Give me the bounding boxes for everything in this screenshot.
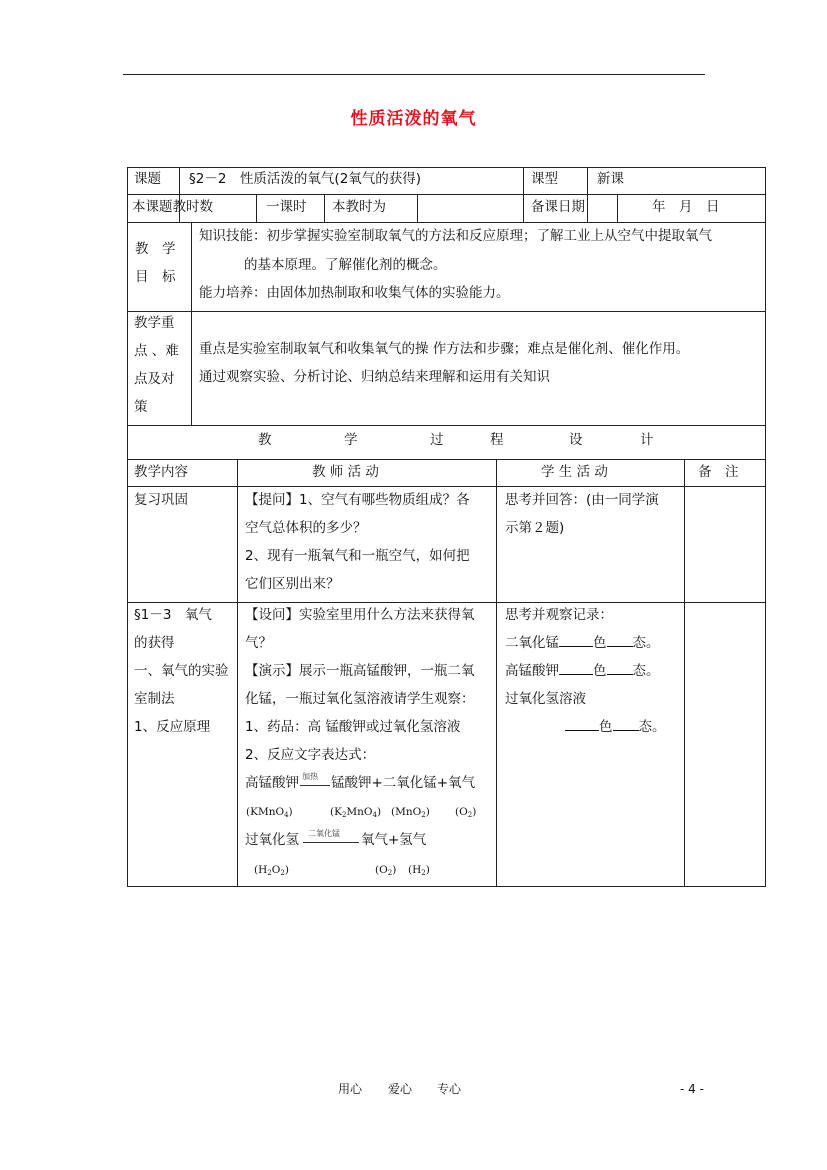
oxygen-teacher-line: 气？ — [245, 635, 272, 651]
eq2-reactant: 过氧化氢 — [245, 832, 299, 848]
footer-motto: 用心 — [338, 1082, 363, 1096]
eq2-arrow — [303, 842, 359, 843]
eq2-formula: $(O_2)$ — [375, 864, 397, 877]
keypoints-text: 通过观察实验、分析讨论、归纳总结来理解和运用有关知识 — [199, 369, 550, 385]
process-header: 计 — [640, 432, 654, 448]
eq2-condition: 二氧化锰 — [308, 829, 340, 838]
document-title: 性质活泼的氧气 — [350, 109, 477, 129]
table-rule — [127, 167, 128, 887]
table-rule — [191, 222, 192, 426]
eq1-formula: (KMnO$_4$) — [246, 806, 293, 819]
eq2-products: 氧气+氢气 — [361, 832, 427, 848]
header-rule — [123, 74, 705, 75]
table-rule — [765, 167, 766, 887]
keypoints-label: 点 、难 — [134, 343, 179, 359]
table-rule — [417, 194, 418, 223]
review-student-line: 示第２题) — [505, 520, 565, 536]
oxygen-content-line: 的获得 — [134, 635, 175, 651]
table-rule — [523, 167, 524, 223]
keypoints-label: 教学重 — [134, 315, 175, 331]
table-rule — [587, 167, 588, 223]
eq1-condition: 加热 — [302, 772, 318, 781]
total-hours-value: 一课时 — [266, 199, 307, 215]
keypoints-label: 点及对 — [134, 371, 175, 387]
review-content: 复习巩固 — [134, 492, 188, 508]
table-rule — [127, 425, 766, 426]
this-hour-label: 本教时为 — [332, 199, 386, 215]
oxygen-content-line: 室制法 — [134, 691, 175, 707]
prep-date-label: 备课日期 — [531, 199, 585, 215]
observation-line: 色 态。 — [565, 718, 666, 736]
review-student-line: 思考并回答：(由一同学演 — [505, 492, 659, 508]
observation-line: 高锰酸钾 色 态。 — [505, 663, 660, 679]
oxygen-teacher-line: 1、药品：高 锰酸钾或过氧化氢溶液 — [245, 719, 461, 735]
oxygen-teacher-line: 化锰，一瓶过氧化氢溶液请学生观察： — [245, 691, 475, 707]
table-rule — [256, 194, 257, 223]
review-teacher-line: 空气总体积的多少？ — [245, 520, 367, 536]
keypoints-label: 策 — [134, 399, 148, 415]
observation-line: 二氧化锰 色 态。 — [505, 635, 660, 651]
prep-date-value: 年 月 日 — [652, 199, 720, 215]
page-number: - 4 - — [680, 1082, 704, 1096]
footer-motto: 爱心 — [388, 1082, 413, 1096]
keypoints-text: 重点是实验室制取氧气和收集氧气的操 作方法和步骤；难点是催化剂、催化作用。 — [199, 341, 690, 357]
process-header: 教 — [258, 432, 272, 448]
table-rule — [127, 602, 766, 603]
eq1-formula: $(O_2)$ — [455, 806, 477, 819]
eq1-formula: $(K_2MnO_4)$ — [330, 806, 382, 819]
review-teacher-line: 【提问】1、空气有哪些物质组成？各 — [245, 492, 470, 508]
table-rule — [617, 194, 618, 223]
oxygen-content-line: §1－3 氧气 — [134, 607, 212, 623]
review-teacher-line: 2、现有一瓶氧气和一瓶空气，如何把 — [245, 548, 470, 564]
oxygen-teacher-line: 【设问】实验室里用什么方法来获得氧 — [245, 607, 475, 623]
column-note: 备 注 — [698, 464, 739, 480]
table-rule — [127, 222, 766, 223]
goals-label: 目 标 — [135, 269, 176, 285]
oxygen-content-line: 一、氧气的实验 — [134, 663, 229, 679]
eq1-formula: (MnO$_2$) — [391, 806, 430, 819]
goals-knowledge: 的基本原理。了解催化剂的概念。 — [244, 257, 447, 273]
topic-label: 课题 — [134, 171, 161, 187]
review-teacher-line: 它们区别出来？ — [245, 576, 340, 592]
table-rule — [237, 459, 238, 887]
eq1-reactant: 高锰酸钾 — [245, 775, 299, 791]
table-rule — [684, 459, 685, 887]
goals-label: 教 学 — [135, 241, 176, 257]
oxygen-content-line: 1、反应原理 — [134, 719, 211, 735]
table-rule — [127, 459, 766, 460]
table-rule — [127, 167, 766, 168]
eq2-formula: $(H_2)$ — [408, 864, 430, 877]
process-header: 程 — [490, 432, 504, 448]
eq1-arrow — [300, 785, 330, 786]
total-hours-label: 本课题教时数 — [132, 199, 213, 215]
process-header: 过 — [430, 432, 444, 448]
goals-knowledge: 知识技能：初步掌握实验室制取氧气的方法和反应原理；了解工业上从空气中提取氧气 — [199, 228, 712, 244]
column-teacher: 教 师 活 动 — [312, 464, 379, 480]
table-rule — [324, 194, 325, 223]
goals-ability: 能力培养：由固体加热制取和收集气体的实验能力。 — [199, 285, 510, 301]
column-student: 学 生 活 动 — [541, 464, 608, 480]
topic-value: §2－2 性质活泼的氧气(2氧气的获得) — [189, 171, 422, 187]
table-rule — [127, 311, 766, 312]
footer-motto: 专心 — [437, 1082, 462, 1096]
oxygen-teacher-line: 2、反应文字表达式： — [245, 747, 376, 763]
table-rule — [127, 886, 766, 887]
process-header: 设 — [569, 432, 583, 448]
column-content: 教学内容 — [134, 464, 188, 480]
table-rule — [127, 194, 766, 195]
process-header: 学 — [344, 432, 358, 448]
oxygen-student-title: 思考并观察记录： — [505, 607, 613, 623]
table-rule — [127, 486, 766, 487]
observation-line: 过氧化氢溶液 — [505, 691, 586, 707]
eq2-formula: $(H_2O_2)$ — [254, 864, 289, 877]
lesson-type-value: 新课 — [597, 171, 624, 187]
lesson-type-label: 课型 — [531, 171, 558, 187]
eq1-products: 锰酸钾+二氧化锰+氧气 — [331, 775, 476, 791]
oxygen-teacher-line: 【演示】展示一瓶高锰酸钾，一瓶二氧 — [245, 663, 475, 679]
table-rule — [496, 459, 497, 887]
